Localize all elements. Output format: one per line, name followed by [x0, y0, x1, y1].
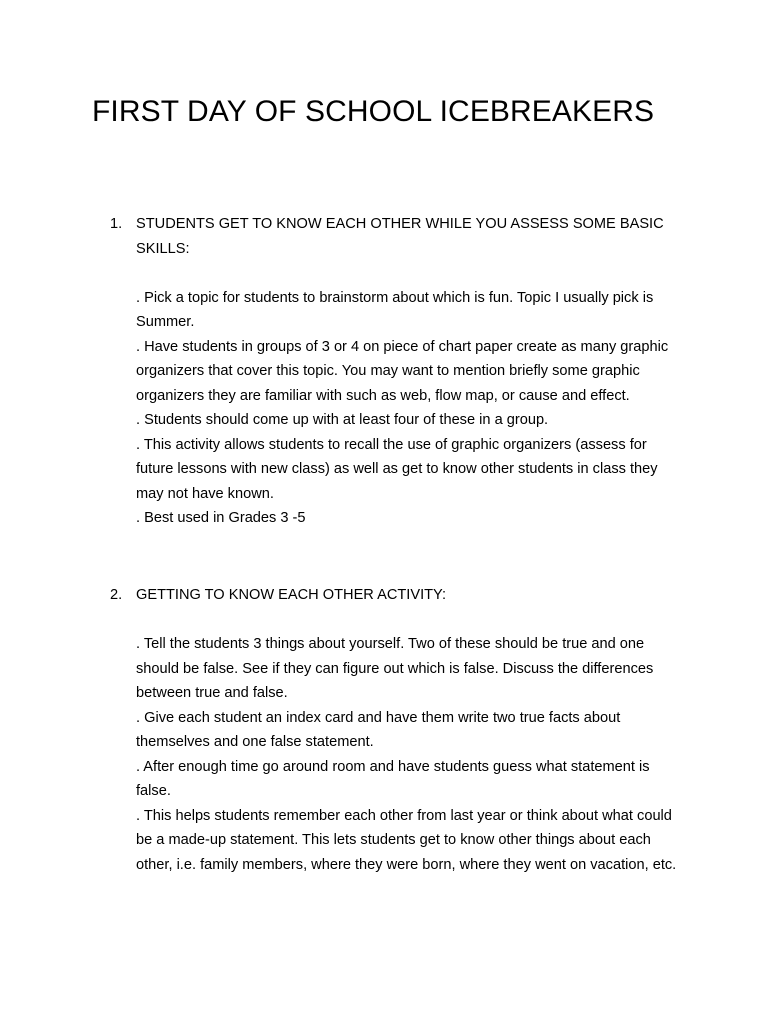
section-heading-text: GETTING TO KNOW EACH OTHER ACTIVITY:	[136, 587, 447, 603]
section-heading-text: STUDENTS GET TO KNOW EACH OTHER WHILE YOU ASSESS SOME BASIC SKILLS:	[136, 216, 664, 257]
list-item: . Best used in Grades 3 -5	[136, 510, 306, 526]
section-number: 1.	[110, 216, 123, 232]
section-items	[110, 286, 686, 531]
document-title: FIRST DAY OF SCHOOL ICEBREAKERS	[92, 95, 655, 128]
section-student-skills	[110, 212, 710, 531]
section-getting-to-know	[110, 583, 710, 877]
section-items	[110, 632, 686, 877]
list-item: . Have students in groups of 3 or 4 on piece of chart paper create as many graphic organizers that cover this topic. You may want to mention briefly some graphic organizers they are familiar with such as web, flow map, or cause and effect.	[136, 338, 669, 404]
section-heading	[110, 212, 676, 261]
list-item: . Tell the students 3 things about yourself. Two of these should be true and one should be false. See if they can figure out which is false. Discuss the differences between true and false.	[136, 636, 654, 701]
list-item: . Pick a topic for students to brainstorm about which is fun. Topic I usually pick is Summer.	[136, 289, 654, 330]
list-item: . After enough time go around room and have students guess what statement is false.	[136, 758, 650, 799]
list-item: . This helps students remember each other from last year or think about what could be a made-up statement. This lets students get to know other things about each other, i.e. family members, where they were born, where they went on vacation, etc.	[136, 807, 677, 873]
section-heading	[110, 583, 676, 608]
section-number: 2.	[110, 587, 123, 603]
list-item: . This activity allows students to recall the use of graphic organizers (assess for future lessons with new class) as well as get to know other students in class they may not have known.	[136, 436, 658, 502]
list-item: . Students should come up with at least four of these in a group.	[136, 412, 549, 428]
list-item: . Give each student an index card and have them write two true facts about themselves and one false statement.	[136, 709, 621, 750]
